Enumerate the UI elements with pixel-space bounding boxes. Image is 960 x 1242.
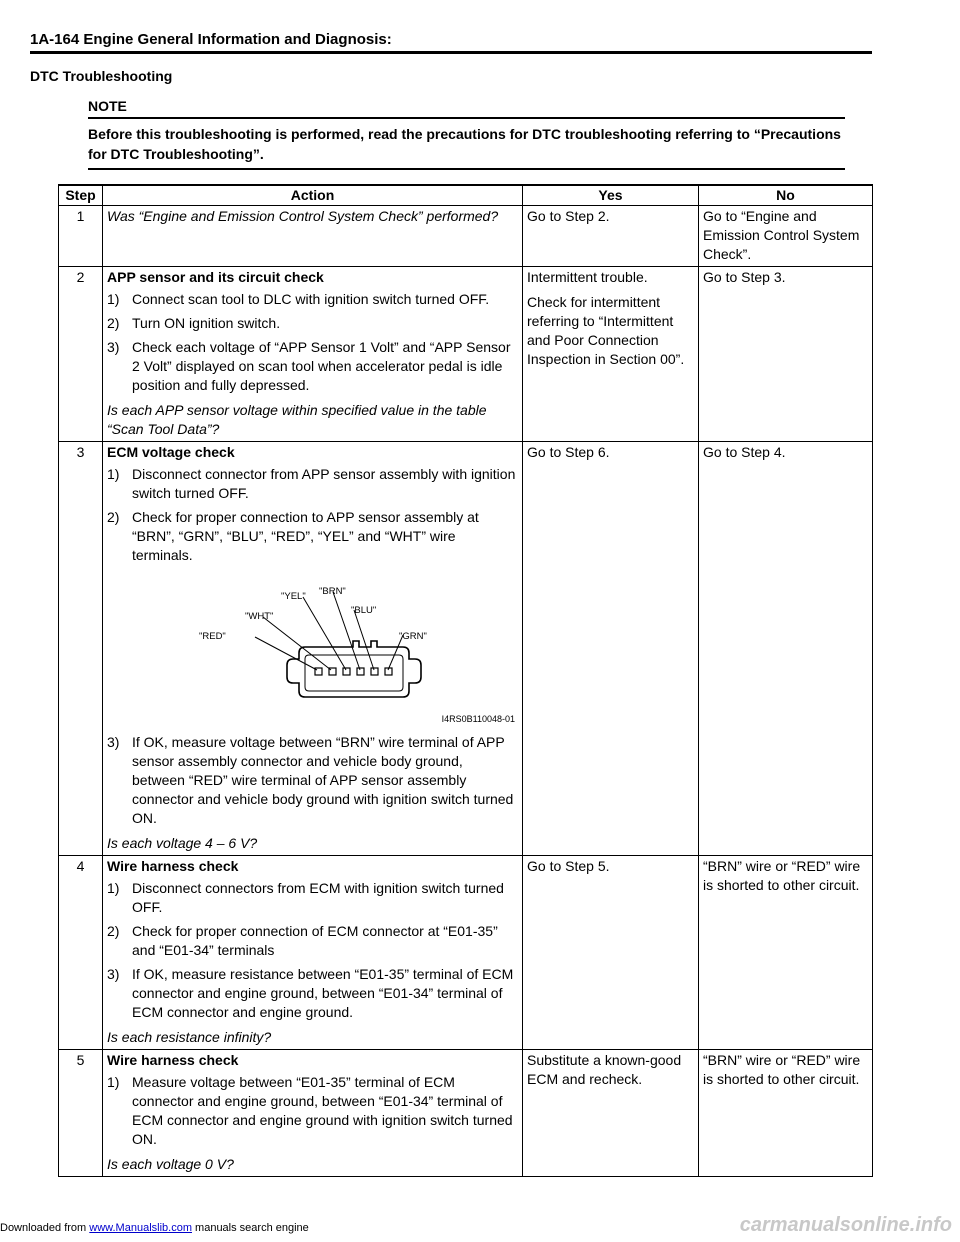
col-header-no: No — [699, 185, 873, 206]
step-question: Is each voltage 4 – 6 V? — [107, 835, 258, 851]
instruction-item: 3) If OK, measure resistance between “E01-35” terminal of ECM connector and engine ground, between “E01-34” terminal of ECM connector and engine ground. — [107, 966, 514, 1020]
instruction-item: 3) Check each voltage of “APP Sensor 1 Volt” and “APP Sensor 2 Volt” displayed on scan tool when accelerator pedal is idle position and fully depressed. — [107, 339, 511, 393]
step-title: Wire harness check — [107, 1052, 239, 1068]
dtc-troubleshooting-table — [58, 184, 873, 1177]
col-header-yes: Yes — [523, 185, 699, 206]
app-sensor-connector-figure — [107, 577, 519, 729]
no-cell: “BRN” wire or “RED” wire is shorted to other circuit. — [699, 1050, 873, 1177]
manualslib-link[interactable]: www.Manualslib.com — [89, 1222, 192, 1234]
label-wht: "WHT" — [245, 611, 274, 622]
note-text: Before this troubleshooting is performed, read the precautions for DTC troubleshooting referring to “Precautions for DTC Troubleshooting”. — [88, 126, 841, 162]
yes-cell: Go to Step 5. — [523, 856, 699, 1050]
step-question: Is each APP sensor voltage within specified value in the table “Scan Tool Data”? — [107, 402, 487, 437]
step-instructions — [107, 465, 518, 565]
step-instructions — [107, 290, 518, 395]
page-footer — [0, 1222, 309, 1234]
step-question: Is each voltage 0 V? — [107, 1156, 234, 1172]
leader-yel — [303, 597, 346, 670]
action-cell — [103, 856, 523, 1050]
instruction-item: 1) Measure voltage between “E01-35” terminal of ECM connector and engine ground, between “E01-34” terminal of ECM connector and engine ground with ignition switch turned ON. — [107, 1074, 513, 1147]
section-title: DTC Troubleshooting — [30, 68, 173, 84]
terminal-blu — [371, 668, 378, 675]
no-cell: Go to Step 3. — [699, 267, 873, 442]
figure-code: I4RS0B110048-01 — [441, 714, 515, 724]
table-row-step-2 — [59, 267, 873, 442]
step-question: Is each resistance infinity? — [107, 1029, 272, 1045]
col-header-step: Step — [59, 185, 103, 206]
no-cell: “BRN” wire or “RED” wire is shorted to other circuit. — [699, 856, 873, 1050]
yes-text-2: Check for intermittent referring to “Intermittent and Poor Connection Inspection in Section 00”. — [527, 294, 685, 367]
action-cell — [103, 442, 523, 856]
page-header: 1A-164 Engine General Information and Diagnosis: — [30, 31, 392, 48]
terminal-brn — [357, 668, 364, 675]
col-header-action: Action — [103, 185, 523, 206]
step-instructions — [107, 1073, 518, 1149]
step-number: 4 — [59, 856, 103, 1050]
no-cell: Go to Step 4. — [699, 442, 873, 856]
action-cell — [103, 206, 523, 267]
step-number: 3 — [59, 442, 103, 856]
instruction-item: 1) Disconnect connectors from ECM with ignition switch turned OFF. — [107, 880, 504, 915]
instruction-item: 2) Check for proper connection to APP sensor assembly at “BRN”, “GRN”, “BLU”, “RED”, “YEL” and “WHT” wire terminals. — [107, 509, 479, 563]
table-row-step-5 — [59, 1050, 873, 1177]
footer-prefix: Downloaded from — [0, 1222, 90, 1234]
leader-red — [255, 637, 317, 670]
label-blu: "BLU" — [351, 605, 377, 616]
label-brn: "BRN" — [319, 586, 346, 597]
instruction-item: 2) Turn ON ignition switch. — [107, 315, 281, 331]
step-question: Was “Engine and Emission Control System Check” performed? — [107, 208, 499, 224]
yes-cell: Go to Step 2. — [523, 206, 699, 267]
table-row-step-3 — [59, 442, 873, 856]
action-cell — [103, 1050, 523, 1177]
instruction-item: 1) Disconnect connector from APP sensor assembly with ignition switch turned OFF. — [107, 466, 516, 501]
note-rule-bottom — [88, 168, 845, 170]
table-row-step-4 — [59, 856, 873, 1050]
no-cell: Go to “Engine and Emission Control System Check”. — [699, 206, 873, 267]
step-instructions — [107, 879, 518, 1022]
footer-watermark: carmanualsonline.info — [739, 1214, 952, 1236]
yes-cell: Substitute a known-good ECM and recheck. — [523, 1050, 699, 1177]
connector-body — [287, 641, 421, 697]
note-label: NOTE — [88, 98, 127, 114]
instruction-item: 3) If OK, measure voltage between “BRN” wire terminal of APP sensor assembly connector and vehicle body ground, between “RED” wire terminal of APP sensor assembly connector and vehicle body ground with ignition switch turned ON. — [107, 734, 514, 826]
step-instructions-continued — [107, 733, 518, 828]
header-rule — [30, 51, 872, 54]
step-number: 5 — [59, 1050, 103, 1177]
label-yel: "YEL" — [281, 591, 306, 602]
step-number: 2 — [59, 267, 103, 442]
connector-diagram — [107, 577, 519, 717]
action-cell — [103, 267, 523, 442]
yes-text-1: Intermittent trouble. — [527, 269, 648, 285]
label-red: "RED" — [199, 631, 226, 642]
step-title: APP sensor and its circuit check — [107, 269, 324, 285]
step-title: Wire harness check — [107, 858, 239, 874]
table-row-step-1 — [59, 206, 873, 267]
footer-suffix: manuals search engine — [191, 1222, 309, 1234]
step-number: 1 — [59, 206, 103, 267]
instruction-item: 2) Check for proper connection of ECM connector at “E01-35” and “E01-34” terminals — [107, 923, 498, 958]
yes-cell: Go to Step 6. — [523, 442, 699, 856]
step-title: ECM voltage check — [107, 444, 235, 460]
yes-cell — [523, 267, 699, 442]
table-header-row — [59, 185, 873, 206]
label-grn: "GRN" — [399, 631, 427, 642]
terminal-yel — [343, 668, 350, 675]
instruction-item: 1) Connect scan tool to DLC with ignition switch turned OFF. — [107, 291, 490, 307]
note-rule-top — [88, 117, 845, 119]
